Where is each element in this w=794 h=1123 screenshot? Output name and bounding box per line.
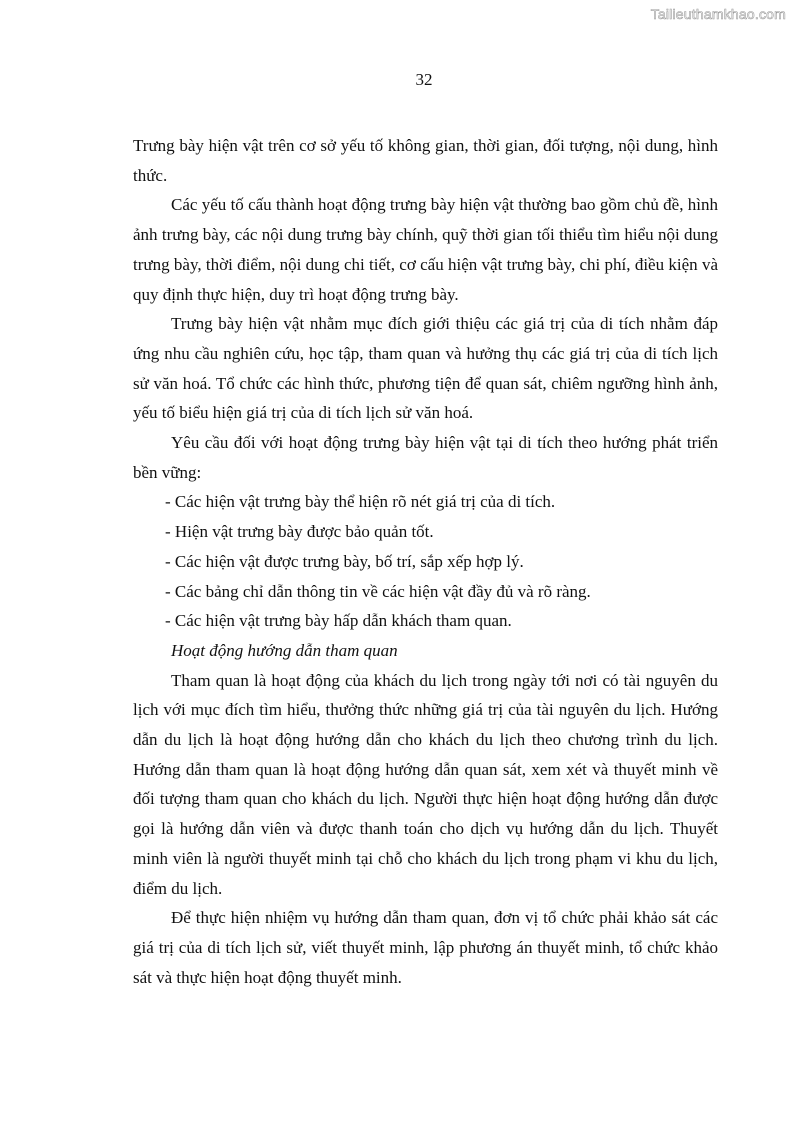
bullet-item: - Các hiện vật trưng bày thể hiện rõ nét giá trị của di tích. xyxy=(165,492,556,512)
document-body xyxy=(133,131,718,992)
bullet-item: - Các hiện vật trưng bày hấp dẫn khách tham quan. xyxy=(165,611,512,631)
bullet-item: - Các hiện vật được trưng bày, bố trí, sắp xếp hợp lý. xyxy=(165,551,524,571)
bullet-item: - Các bảng chỉ dẫn thông tin về các hiện vật đầy đủ và rõ ràng. xyxy=(165,581,591,601)
watermark-text: Tailieuthamkhao.com xyxy=(650,6,786,22)
page-number: 32 xyxy=(415,70,433,89)
bullet-item: - Hiện vật trưng bày được bảo quản tốt. xyxy=(165,522,434,542)
paragraph: Tham quan là hoạt động của khách du lịch trong ngày tới nơi có tài nguyên du lịch với mục đích tìm hiểu, thưởng thức những giá trị của tài nguyên du lịch. Hướng dẫn du lịch là hoạt động hướng dẫn cho khách du lịch theo chương trình du lịch. Hướng dẫn tham quan là hoạt động hướng dẫn quan sát, xem xét và thuyết minh về đối tượng tham quan cho khách du lịch. Người thực hiện hoạt động hướng dẫn được gọi là hướng dẫn viên và được thanh toán cho dịch vụ hướng dẫn du lịch. Thuyết minh viên là người thuyết minh tại chỗ cho khách du lịch trong phạm vi khu du lịch, điểm du lịch. xyxy=(133,670,718,898)
paragraph: Yêu cầu đối với hoạt động trưng bày hiện vật tại di tích theo hướng phát triển bền vững: xyxy=(133,433,718,482)
section-heading: Hoạt động hướng dẫn tham quan xyxy=(171,640,398,660)
paragraph: Các yếu tố cấu thành hoạt động trưng bày hiện vật thường bao gồm chủ đề, hình ảnh trưng bày, các nội dung trưng bày chính, quỹ thời gian tối thiểu tìm hiểu nội dung trưng bày, thời điểm, nội dung chi tiết, cơ cấu hiện vật trưng bày, chi phí, điều kiện và quy định thực hiện, duy trì hoạt động trưng bày. xyxy=(133,195,718,304)
paragraph: Trưng bày hiện vật nhằm mục đích giới thiệu các giá trị của di tích nhằm đáp ứng nhu cầu nghiên cứu, học tập, tham quan và hưởng thụ các giá trị của di tích lịch sử văn hoá. Tổ chức các hình thức, phương tiện để quan sát, chiêm ngưỡng hình ảnh, yếu tố biểu hiện giá trị của di tích lịch sử văn hoá. xyxy=(133,314,718,423)
paragraph: Trưng bày hiện vật trên cơ sở yếu tố không gian, thời gian, đối tượng, nội dung, hình thức. xyxy=(133,136,718,185)
paragraph: Để thực hiện nhiệm vụ hướng dẫn tham quan, đơn vị tổ chức phải khảo sát các giá trị của di tích lịch sử, viết thuyết minh, lập phương án thuyết minh, tổ chức khảo sát và thực hiện hoạt động thuyết minh. xyxy=(133,908,718,987)
